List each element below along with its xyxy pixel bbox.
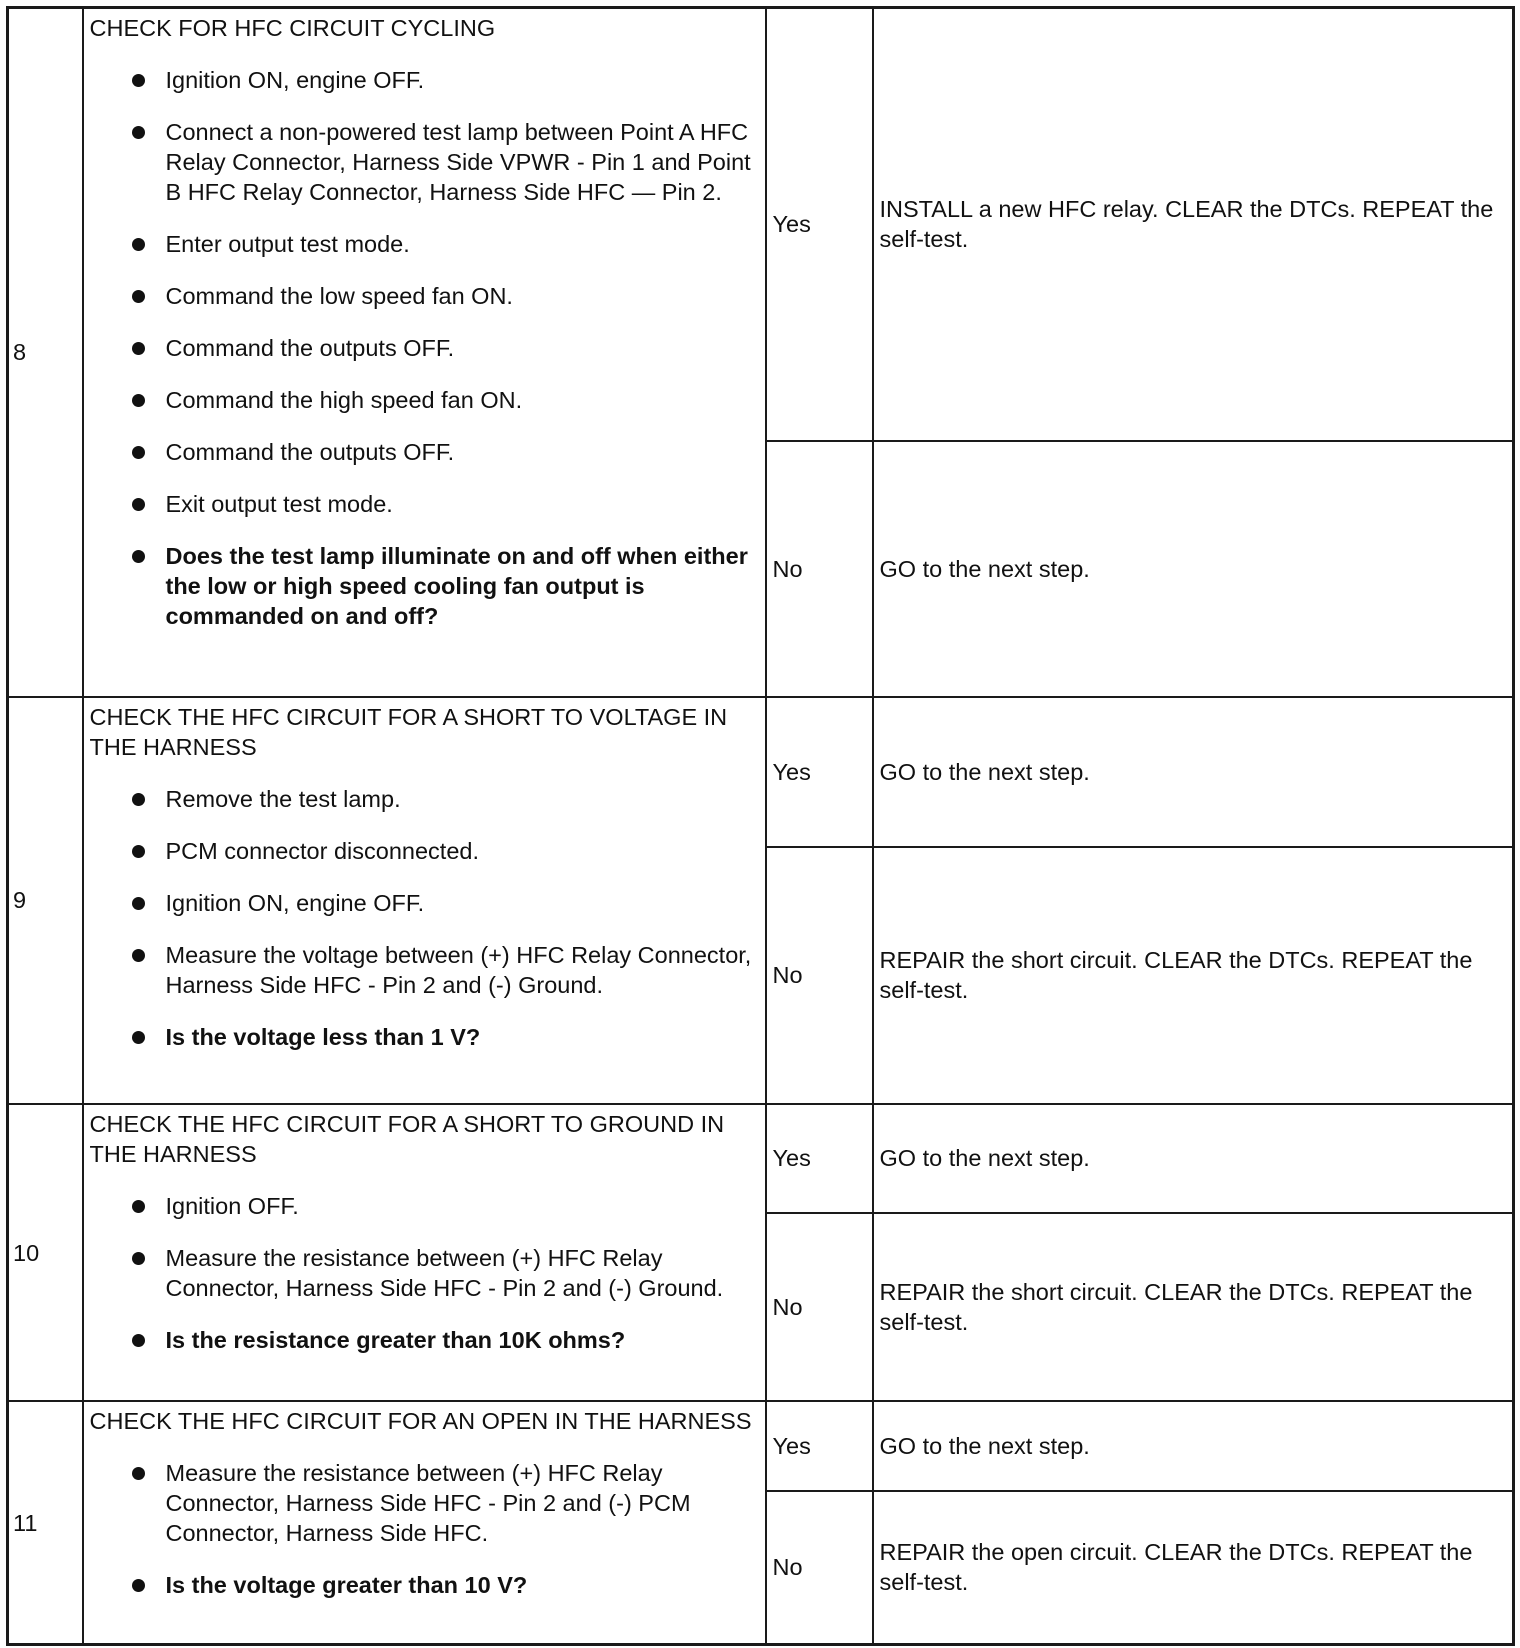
instruction-item: PCM connector disconnected. [90,836,757,866]
action-no: REPAIR the open circuit. CLEAR the DTCs. REPEAT the self-test. [873,1491,1514,1645]
action-yes: INSTALL a new HFC relay. CLEAR the DTCs. REPEAT the self-test. [873,8,1514,441]
step-number: 9 [8,697,83,1104]
bullet-icon [132,498,145,511]
step-number: 11 [8,1401,83,1644]
bullet-icon [132,238,145,251]
instruction-item: Measure the voltage between (+) HFC Relay Connector, Harness Side HFC - Pin 2 and (-) Ground. [90,940,757,1000]
step-number: 8 [8,8,83,697]
answer-yes: Yes [766,8,873,441]
instruction-list [90,1191,757,1355]
answer-no: No [766,847,873,1104]
bullet-icon [132,74,145,87]
answer-yes: Yes [766,1104,873,1213]
step-row-8-yes [8,8,1514,441]
test-procedure [83,8,766,697]
test-question: Is the voltage less than 1 V? [90,1022,757,1052]
bullet-icon [132,1252,145,1265]
diagnostic-test-table [6,6,1515,1646]
step-row-9-yes [8,697,1514,847]
action-yes: GO to the next step. [873,697,1514,847]
instruction-list [90,65,757,631]
test-title: CHECK THE HFC CIRCUIT FOR A SHORT TO GROUND IN THE HARNESS [89,1110,725,1167]
step-row-10-yes [8,1104,1514,1213]
test-title: CHECK THE HFC CIRCUIT FOR AN OPEN IN THE HARNESS [89,1408,752,1435]
answer-no: No [766,1491,873,1645]
action-yes: GO to the next step. [873,1104,1514,1213]
bullet-icon [132,793,145,806]
answer-no: No [766,1213,873,1401]
instruction-list [90,784,757,1052]
instruction-item: Ignition OFF. [90,1191,757,1221]
instruction-item: Ignition ON, engine OFF. [90,888,757,918]
test-title: CHECK THE HFC CIRCUIT FOR A SHORT TO VOLTAGE IN THE HARNESS [89,703,728,760]
instruction-list [90,1458,757,1600]
bullet-icon [132,126,145,139]
bullet-icon [132,1334,145,1347]
step-row-11-yes [8,1401,1514,1490]
bullet-icon [132,1031,145,1044]
bullet-icon [132,845,145,858]
test-procedure [83,697,766,1104]
answer-yes: Yes [766,1401,873,1490]
bullet-icon [132,342,145,355]
test-procedure [83,1104,766,1402]
action-no: REPAIR the short circuit. CLEAR the DTCs. REPEAT the self-test. [873,847,1514,1104]
instruction-item: Exit output test mode. [90,489,757,519]
instruction-item: Measure the resistance between (+) HFC Relay Connector, Harness Side HFC - Pin 2 and (-) Ground. [90,1243,757,1303]
bullet-icon [132,550,145,563]
bullet-icon [132,897,145,910]
test-procedure [83,1401,766,1644]
instruction-item: Enter output test mode. [90,229,757,259]
answer-yes: Yes [766,697,873,847]
bullet-icon [132,949,145,962]
bullet-icon [132,1467,145,1480]
bullet-icon [132,1200,145,1213]
instruction-item: Command the outputs OFF. [90,437,757,467]
instruction-item: Command the outputs OFF. [90,333,757,363]
action-no: REPAIR the short circuit. CLEAR the DTCs. REPEAT the self-test. [873,1213,1514,1401]
instruction-item: Ignition ON, engine OFF. [90,65,757,95]
test-question: Is the resistance greater than 10K ohms? [90,1325,757,1355]
bullet-icon [132,394,145,407]
instruction-item: Command the low speed fan ON. [90,281,757,311]
answer-no: No [766,441,873,697]
bullet-icon [132,290,145,303]
test-question: Is the voltage greater than 10 V? [90,1570,757,1600]
step-number: 10 [8,1104,83,1402]
test-title: CHECK FOR HFC CIRCUIT CYCLING [89,15,496,41]
action-no: GO to the next step. [873,441,1514,697]
action-yes: GO to the next step. [873,1401,1514,1490]
instruction-item: Command the high speed fan ON. [90,385,757,415]
bullet-icon [132,1579,145,1592]
instruction-item: Remove the test lamp. [90,784,757,814]
instruction-item: Measure the resistance between (+) HFC Relay Connector, Harness Side HFC - Pin 2 and (-) PCM Connector, Harness Side HFC. [90,1458,757,1548]
test-question: Does the test lamp illuminate on and off when either the low or high speed cooling fan output is commanded on and off? [90,541,757,631]
instruction-item: Connect a non-powered test lamp between Point A HFC Relay Connector, Harness Side VPWR - Pin 1 and Point B HFC Relay Connector, Harness Side HFC — Pin 2. [90,117,757,207]
bullet-icon [132,446,145,459]
